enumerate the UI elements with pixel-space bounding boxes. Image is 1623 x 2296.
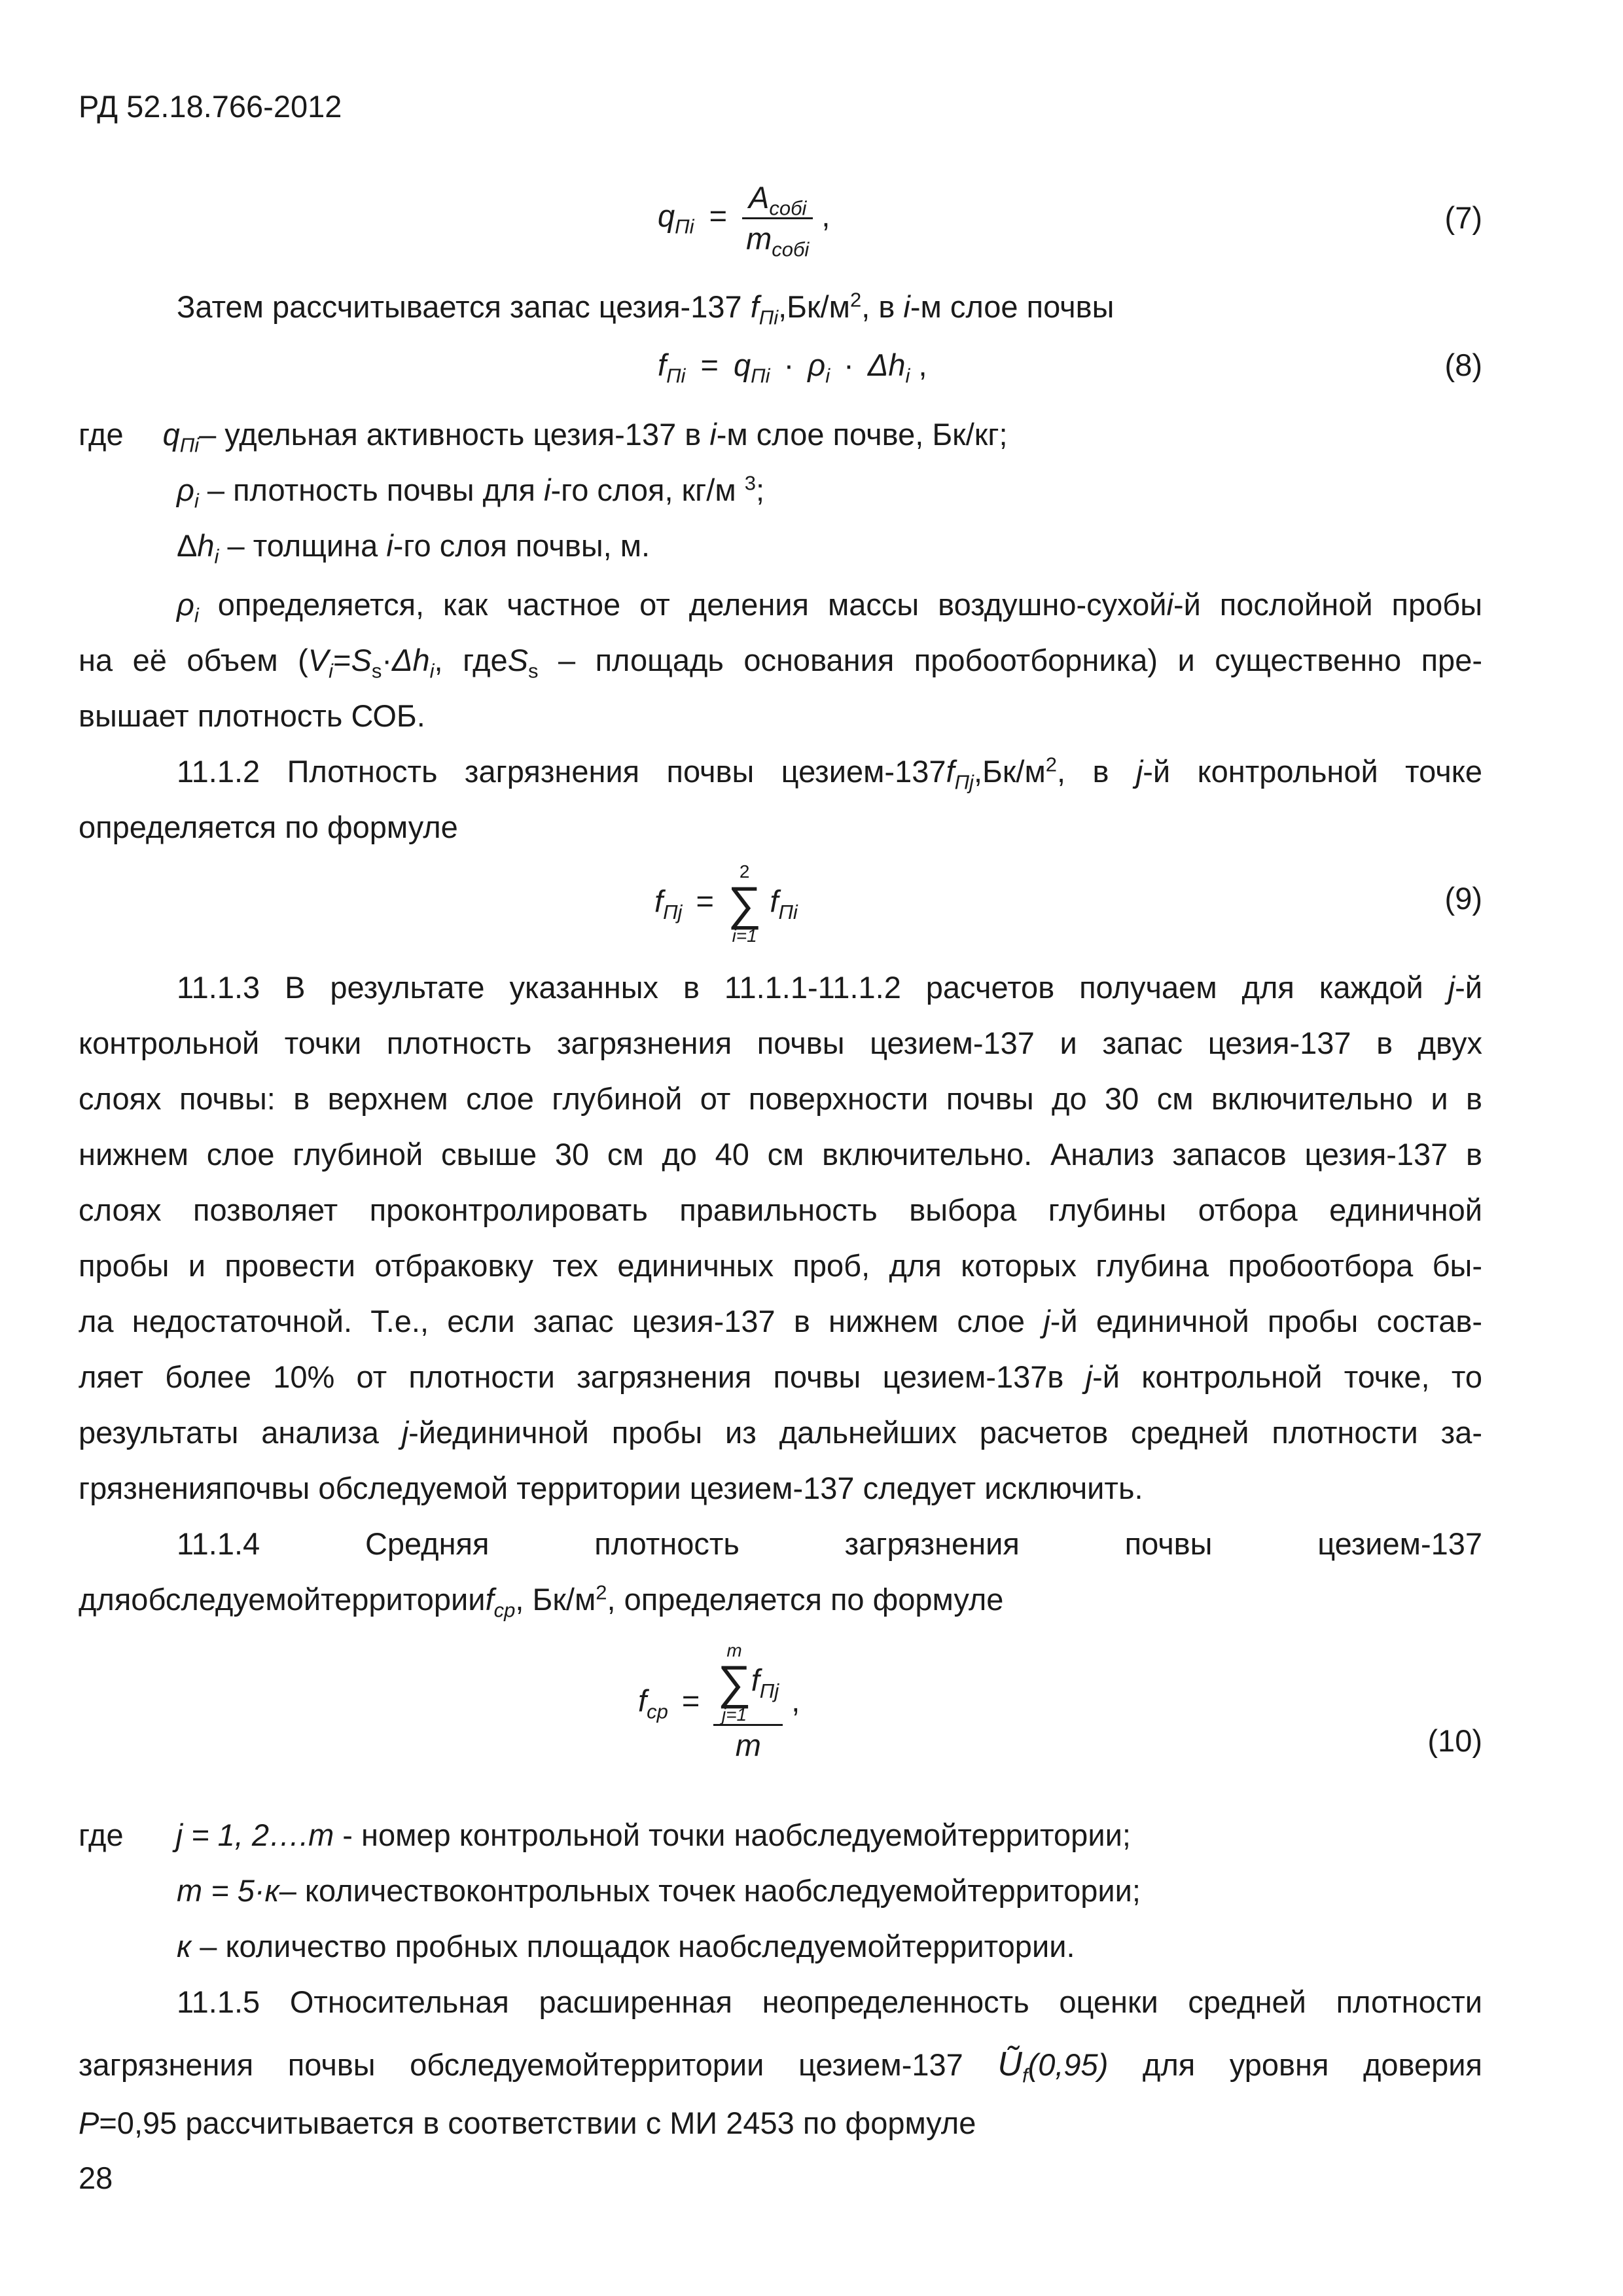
paragraph-line: на её объем ($V_i=S_s\cdot\Delta h_i$, гдеS$_s$ – площадь основания пробоотборника) и существенно пре- xyxy=(79,643,1482,683)
definition-line: где $q_{Пi}-$ удельная активность цезия-137 в i-м слое почве, Бк/кг; xyxy=(79,417,1008,457)
section-11-1-5-line: 11.1.5 Относительная расширенная неопределенность оценки средней плотности xyxy=(177,1984,1482,2019)
paragraph-line: результаты анализа j-йединичной пробы из дальнейших расчетов средней плотности за- xyxy=(79,1415,1482,1450)
paragraph-line: дляобследуемойтерриторииf$_{ср}$, $Бк/м^2$, определяется по формуле xyxy=(79,1581,1004,1622)
section-11-1-2-line: 11.1.2 Плотность загрязнения почвы цезием-$137f_{Пj},Бк/м^2$, в j-й контрольной точке xyxy=(177,753,1482,794)
paragraph-line: Затем рассчитывается запас цезия-137 $f_{Пi},Бк/м^2$, в i-м слое почвы xyxy=(177,288,1115,329)
paragraph-line: ляет более 10% от плотности загрязнения почвы цезием-137в j-й контрольной точке, то xyxy=(79,1359,1482,1394)
formula-10: $f_{ср}$ = m ∑ j=1 $f_{Пj}$ m , xyxy=(638,1640,800,1763)
section-11-1-4-line: 11.1.4 Средняя плотность загрязнения почвы цезием-137 xyxy=(177,1526,1483,1561)
page-number: 28 xyxy=(79,2161,113,2195)
formula-7-label: (7) xyxy=(1444,200,1482,235)
paragraph-line: загрязнения почвы обследуемойтерритории цезием-137 $Ũ_f(0,95)$ для уровня доверия xyxy=(79,2045,1482,2087)
paragraph-line: грязненияпочвы обследуемой территории цезием-137 следует исключить. xyxy=(79,1471,1143,1505)
definition-line: m = 5·к– количествоконтрольных точек наобследуемойтерритории; xyxy=(177,1873,1141,1908)
paragraph-line: слоях позволяет проконтролировать правильность выбора глубины отбора единичной xyxy=(79,1193,1482,1227)
formula-8: $f_{Пi} = q_{Пi} \cdot \rho_i \cdot \Delta h_i$ , xyxy=(658,348,927,387)
paragraph-line: слоях почвы: в верхнем слое глубиной от поверхности почвы до 30 см включительно и в xyxy=(79,1081,1482,1116)
paragraph-line: определяется по формуле xyxy=(79,810,458,844)
definition-line: $\rho_i$ – плотность почвы для i-го слоя, кг/м $^3$; xyxy=(177,471,765,512)
formula-8-label: (8) xyxy=(1444,348,1482,382)
formula-10-label: (10) xyxy=(1427,1723,1482,1758)
document-code: РД 52.18.766-2012 xyxy=(79,89,342,124)
definition-line: где j = 1, 2….m - номер контрольной точки наобследуемойтерритории; xyxy=(79,1818,1131,1852)
definition-line: к – количество пробных площадок наобследуемойтерритории. xyxy=(177,1929,1075,1964)
paragraph-line: ла недостаточной. Т.е., если запас цезия-137 в нижнем слое j-й единичной пробы состав- xyxy=(79,1304,1482,1338)
formula-9: $f_{Пj}$ = 2 ∑ i=1 $f_{Пi}$ xyxy=(654,861,798,946)
paragraph-line: пробы и провести отбраковку тех единичных проб, для которых глубина пробоотбора бы- xyxy=(79,1248,1482,1283)
paragraph-line: нижнем слое глубиной свыше 30 см до 40 см включительно. Анализ запасов цезия-137 в xyxy=(79,1137,1482,1172)
paragraph-line: P=0,95 рассчитывается в соответствии с МИ 2453 по формуле xyxy=(79,2106,976,2140)
definition-line: $\Delta h_i$ – толщина i-го слоя почвы, м. xyxy=(177,528,651,568)
section-11-1-3-line: 11.1.3 В результате указанных в 11.1.1-11.1.2 расчетов получаем для каждой j-й xyxy=(177,970,1482,1005)
paragraph-line: $\rho_i$ определяется, как частное от деления массы воздушно-сухойi-й послойной пробы xyxy=(177,587,1482,627)
formula-7: $q_{Пi}$ = $\frac{A_{собi}}{m_{собi}}$ , xyxy=(658,178,830,259)
paragraph-line: контрольной точки плотность загрязнения почвы цезием-137 и запас цезия-137 в двух xyxy=(79,1026,1482,1060)
paragraph-line: вышает плотность СОБ. xyxy=(79,698,425,733)
formula-9-label: (9) xyxy=(1444,881,1482,916)
